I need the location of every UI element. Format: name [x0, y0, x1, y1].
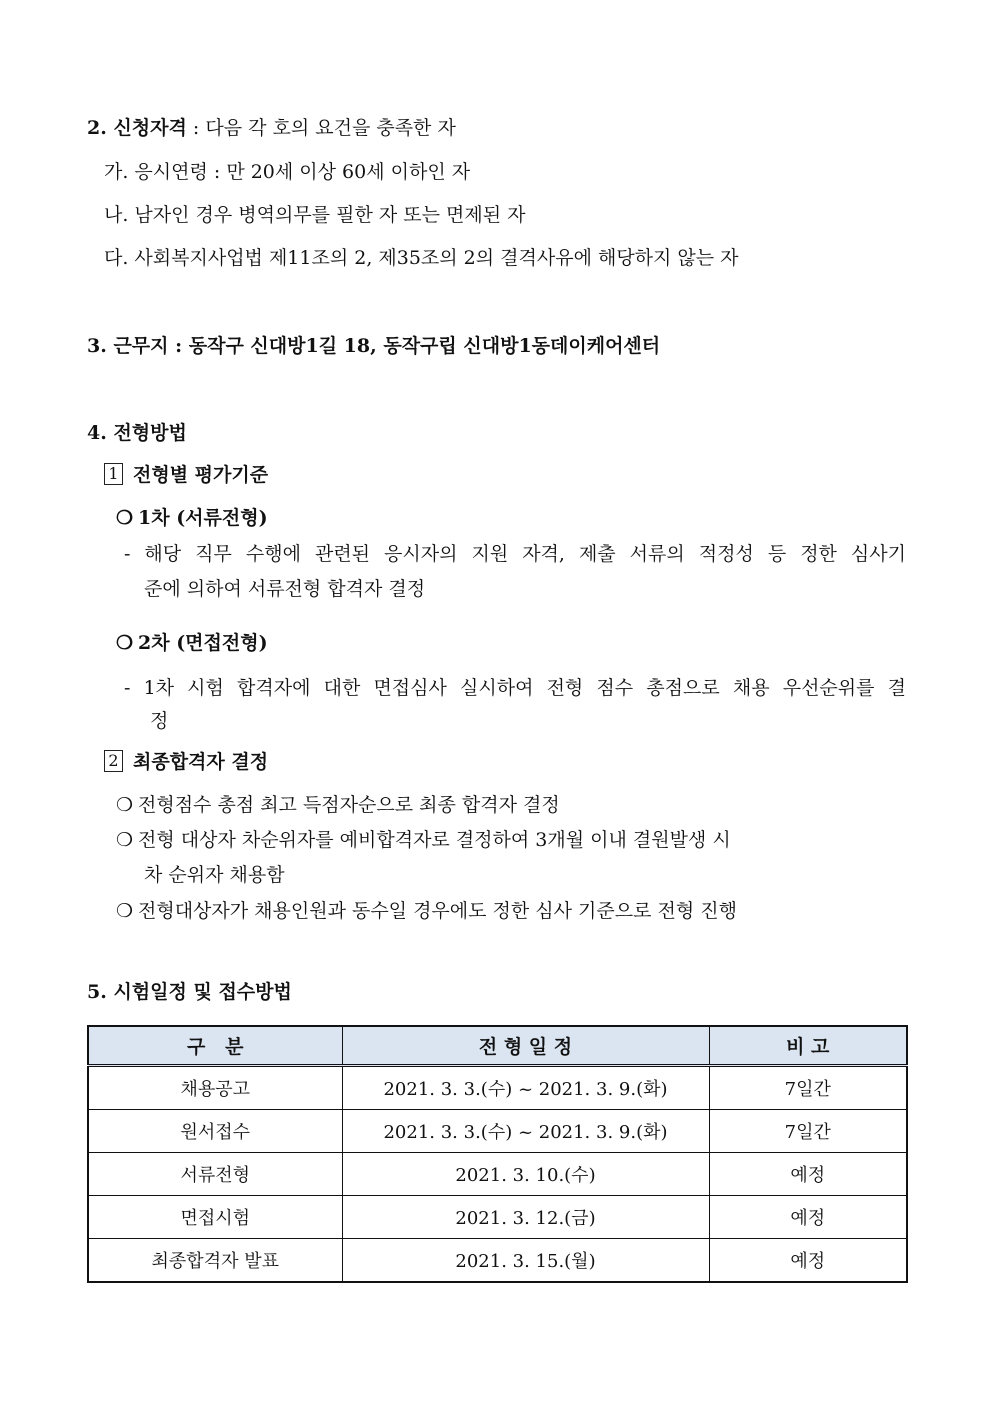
row-schedule: 2021. 3. 10.(수): [342, 1153, 709, 1196]
row-category: 채용공고: [88, 1066, 342, 1110]
final-item-1-text: 전형점수 총점 최고 득점자순으로 최종 합격자 결정: [138, 794, 560, 816]
subsection-1-heading: [104, 462, 268, 488]
section-4-heading: 4. 전형방법: [87, 422, 187, 444]
section-2-item-ga: 가. 응시연령 : 만 20세 이상 60세 이하인 자: [104, 161, 471, 183]
header-category: 구 분: [88, 1026, 342, 1066]
subsection-2-title: 최종합격자 결정: [133, 751, 269, 773]
row-schedule: 2021. 3. 3.(수) ~ 2021. 3. 9.(화): [342, 1066, 709, 1110]
row-note: 7일간: [709, 1066, 907, 1110]
row-note: 7일간: [709, 1110, 907, 1153]
stage-1-desc-line-2: 준에 의하여 서류전형 합격자 결정: [144, 578, 426, 600]
section-3-heading: 3. 근무지 : 동작구 신대방1길 18, 동작구립 신대방1동데이케어센터: [87, 335, 661, 357]
row-category: 최종합격자 발표: [88, 1239, 342, 1283]
final-item-3: [116, 898, 737, 924]
row-category: 원서접수: [88, 1110, 342, 1153]
row-note: 예정: [709, 1239, 907, 1283]
subsection-2-number: 2: [104, 750, 123, 772]
section-2-title: 2. 신청자격: [87, 117, 187, 139]
subsection-1-number: 1: [104, 463, 123, 485]
table-row: [88, 1110, 907, 1153]
circle-bullet-icon: ❍: [116, 507, 134, 529]
row-note: 예정: [709, 1196, 907, 1239]
table-row: [88, 1196, 907, 1239]
stage-2-desc-line-1: - 1차 시험 합격자에 대한 면접심사 실시하여 전형 점수 총점으로 채용 우선순위를 결: [124, 677, 906, 699]
table-row: [88, 1153, 907, 1196]
section-2-heading: [87, 115, 456, 141]
circle-bullet-icon: ❍: [116, 632, 134, 654]
circle-bullet-icon: ❍: [116, 829, 134, 851]
row-schedule: 2021. 3. 3.(수) ~ 2021. 3. 9.(화): [342, 1110, 709, 1153]
row-schedule: 2021. 3. 15.(월): [342, 1239, 709, 1283]
header-note: 비 고: [709, 1026, 907, 1066]
circle-bullet-icon: ❍: [116, 794, 134, 816]
section-2-item-da: 다. 사회복지사업법 제11조의 2, 제35조의 2의 결격사유에 해당하지 않는 자: [104, 247, 739, 269]
stage-1-heading: [116, 505, 268, 531]
subsection-2-heading: [104, 749, 268, 775]
section-2-desc: : 다음 각 호의 요건을 충족한 자: [186, 117, 456, 139]
row-schedule: 2021. 3. 12.(금): [342, 1196, 709, 1239]
header-schedule: 전 형 일 정: [342, 1026, 709, 1066]
subsection-1-title: 전형별 평가기준: [133, 464, 269, 486]
circle-bullet-icon: ❍: [116, 900, 134, 922]
row-category: 면접시험: [88, 1196, 342, 1239]
row-note: 예정: [709, 1153, 907, 1196]
final-item-1: [116, 792, 560, 818]
stage-1-desc-line-1: - 해당 직무 수행에 관련된 응시자의 지원 자격, 제출 서류의 적정성 등 정한 심사기: [124, 543, 906, 565]
schedule-table: [87, 1025, 908, 1283]
section-5-heading: 5. 시험일정 및 접수방법: [87, 981, 292, 1003]
table-row: [88, 1066, 907, 1110]
stage-2-desc-line-2: 정: [150, 710, 169, 732]
final-item-2-text: 전형 대상자 차순위자를 예비합격자로 결정하여 3개월 이내 결원발생 시: [138, 829, 731, 851]
final-item-3-text: 전형대상자가 채용인원과 동수일 경우에도 정한 심사 기준으로 전형 진행: [138, 900, 737, 922]
table-header-row: [88, 1026, 907, 1066]
section-2-item-na: 나. 남자인 경우 병역의무를 필한 자 또는 면제된 자: [104, 204, 526, 226]
final-item-2: [116, 827, 731, 853]
row-category: 서류전형: [88, 1153, 342, 1196]
stage-2-title: 2차 (면접전형): [138, 632, 268, 654]
final-item-2-continuation: 차 순위자 채용함: [144, 864, 285, 886]
stage-1-title: 1차 (서류전형): [138, 507, 268, 529]
stage-2-heading: [116, 630, 268, 656]
table-row: [88, 1239, 907, 1283]
